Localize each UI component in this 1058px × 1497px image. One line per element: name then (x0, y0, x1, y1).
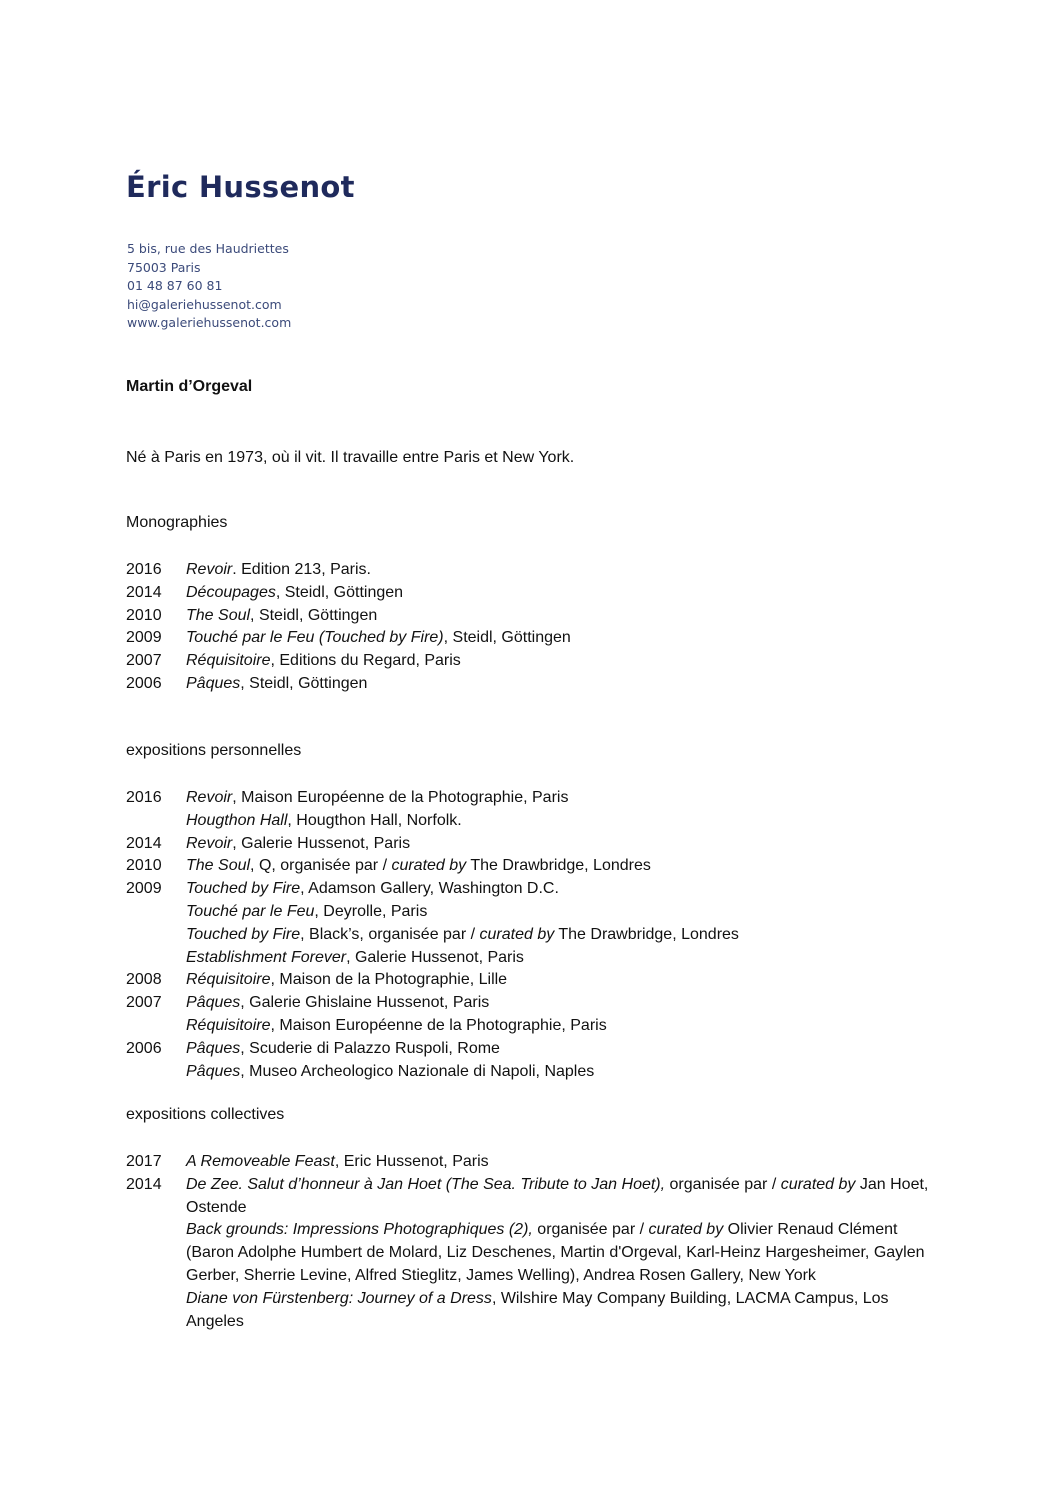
entry-details: , Steidl, Göttingen (275, 583, 404, 601)
entry-text (186, 810, 946, 833)
entry-year: 2007 (126, 994, 162, 1012)
entry-text (186, 627, 946, 650)
address-line: 5 bis, rue des Haudriettes (127, 241, 289, 256)
entry-text (186, 1174, 946, 1220)
entry-details: , Galerie Hussenot, Paris (232, 834, 411, 852)
entry-text (186, 605, 946, 628)
artist-name: Martin d’Orgeval (126, 378, 253, 395)
list-item (126, 1038, 946, 1061)
entry-curated-label: curated by (648, 1221, 724, 1239)
entry-text (186, 559, 946, 582)
entry-curated-label: curated by (780, 1175, 856, 1193)
entry-curated-label: curated by (479, 925, 555, 943)
entry-details: , Maison de la Photographie, Lille (270, 971, 508, 989)
entry-year (126, 924, 186, 947)
entry-details: , Eric Hussenot, Paris (334, 1153, 489, 1170)
gallery-logo: Éric Hussenot (126, 170, 355, 204)
entry-details: The Drawbridge, Londres (554, 925, 739, 943)
entry-details: , Editions du Regard, Paris (270, 652, 461, 670)
entry-year: 2008 (126, 971, 162, 989)
entry-title: Réquisitoire (186, 971, 271, 989)
entry-title: De Zee. Salut d’honneur à Jan Hoet (The Sea. Tribute to Jan Hoet), (186, 1175, 666, 1193)
list-item (126, 1061, 946, 1084)
entry-details: organisée par / (665, 1175, 781, 1193)
section-heading-personnelles: expositions personnelles (126, 742, 302, 759)
list-item (126, 901, 946, 924)
entry-text (186, 1288, 946, 1334)
entry-details: . Edition 213, Paris. (232, 561, 371, 578)
entry-text (186, 901, 946, 924)
entry-details: Olivier Renaud Clément (Baron Adolphe Humbert de Molard, Liz Deschenes, Martin d'Orgeval, Karl-Heinz Hargesheimer, Gaylen Gerber, Sherrie Levine, Alfred Stieglitz, James Welling), Andrea Rosen Gallery, New York (186, 1221, 925, 1284)
entry-year: 2014 (126, 834, 162, 852)
list-item (126, 924, 946, 947)
monographies-list (126, 559, 946, 696)
entry-year: 2017 (126, 1153, 162, 1170)
list-item (126, 559, 946, 582)
entry-details: , Scuderie di Palazzo Ruspoli, Rome (240, 1039, 500, 1057)
entry-title: Découpages (186, 583, 276, 601)
entry-details: , Q, organisée par / (250, 857, 392, 875)
entry-title: Touché par le Feu (186, 902, 315, 920)
list-item (126, 1174, 946, 1220)
entry-title: Diane von Fürstenberg: Journey of a Dress (186, 1289, 492, 1307)
list-item (126, 810, 946, 833)
entry-title: Pâques (186, 1062, 241, 1080)
gallery-address (127, 240, 291, 333)
entry-title: Revoir (186, 561, 233, 578)
entry-year (126, 1015, 186, 1038)
entry-text (186, 878, 946, 901)
entry-details: , Steidl, Göttingen (240, 674, 368, 692)
section-heading-collectives: expositions collectives (126, 1106, 285, 1123)
artist-bio: Né à Paris en 1973, où il vit. Il travaille entre Paris et New York. (126, 449, 575, 466)
list-item (126, 878, 946, 901)
entry-text (186, 833, 946, 856)
entry-year: 2010 (126, 857, 162, 875)
list-item (126, 650, 946, 673)
entry-title: Establishment Forever (186, 948, 347, 966)
entry-title: Pâques (186, 674, 241, 692)
entry-details: , Maison Européenne de la Photographie, Paris (270, 1016, 607, 1034)
entry-year (126, 1061, 186, 1084)
entry-year (126, 1219, 186, 1287)
entry-text (186, 582, 946, 605)
entry-text (186, 1151, 946, 1174)
entry-details: The Drawbridge, Londres (466, 857, 651, 875)
entry-title: Pâques (186, 994, 241, 1012)
entry-title: Revoir (186, 834, 233, 852)
entry-text (186, 650, 946, 673)
entry-title: Revoir (186, 789, 233, 806)
entry-year: 2016 (126, 561, 162, 578)
entry-year: 2014 (126, 583, 162, 601)
entry-year: 2007 (126, 652, 162, 670)
entry-text (186, 673, 946, 696)
entry-title: The Soul (186, 606, 251, 624)
website-url: www.galeriehussenot.com (127, 315, 292, 330)
list-item (126, 969, 946, 992)
list-item (126, 627, 946, 650)
list-item (126, 1288, 946, 1334)
entry-details: , Deyrolle, Paris (314, 902, 428, 920)
entry-details: , Black’s, organisée par / (300, 925, 480, 943)
entry-details: , Galerie Ghislaine Hussenot, Paris (240, 994, 490, 1012)
entry-year: 2014 (126, 1175, 162, 1193)
entry-title: Pâques (186, 1039, 241, 1057)
entry-curated-label: curated by (391, 857, 467, 875)
entry-text (186, 969, 946, 992)
entry-title: Hougthon Hall (186, 811, 288, 829)
entry-text (186, 1015, 946, 1038)
list-item (126, 787, 946, 810)
entry-year: 2006 (126, 1039, 162, 1057)
list-item (126, 1015, 946, 1038)
entry-year: 2009 (126, 629, 162, 647)
entry-year: 2010 (126, 606, 162, 624)
address-line: 75003 Paris (127, 259, 201, 275)
entry-text (186, 1219, 946, 1287)
list-item (126, 855, 946, 878)
entry-details: Jan Hoet, Ostende (186, 1175, 929, 1216)
entry-details: , Museo Archeologico Nazionale di Napoli, Naples (240, 1062, 595, 1080)
list-item (126, 947, 946, 970)
personnelles-list (126, 787, 946, 1083)
entry-year: 2016 (126, 789, 162, 806)
entry-text (186, 924, 946, 947)
entry-year: 2009 (126, 880, 162, 898)
entry-title: The Soul (186, 857, 251, 875)
section-heading-monographies: Monographies (126, 514, 228, 531)
list-item (126, 992, 946, 1015)
collectives-list (126, 1151, 946, 1333)
entry-year: 2006 (126, 674, 162, 692)
entry-details: organisée par / (532, 1221, 649, 1239)
list-item (126, 833, 946, 856)
entry-details: , Wilshire May Company Building, LACMA Campus, Los Angeles (186, 1289, 889, 1330)
entry-details: , Adamson Gallery, Washington D.C. (300, 880, 559, 898)
entry-text (186, 787, 946, 810)
entry-text (186, 1061, 946, 1084)
entry-details: , Steidl, Göttingen (250, 606, 378, 624)
entry-details: , Galerie Hussenot, Paris (346, 948, 524, 966)
entry-text (186, 947, 946, 970)
entry-year (126, 947, 186, 970)
entry-title: Touché par le Feu (Touched by Fire) (186, 629, 444, 647)
entry-text (186, 992, 946, 1015)
entry-year (126, 901, 186, 924)
list-item (126, 1151, 946, 1174)
entry-title: Touched by Fire (186, 925, 301, 943)
entry-title: Réquisitoire (186, 652, 271, 670)
entry-text (186, 855, 946, 878)
email-address: hi@galeriehussenot.com (127, 296, 282, 312)
phone-number: 01 48 87 60 81 (127, 278, 223, 293)
list-item (126, 673, 946, 696)
entry-title: Touched by Fire (186, 880, 301, 898)
list-item (126, 605, 946, 628)
entry-details: , Hougthon Hall, Norfolk. (287, 811, 462, 829)
entry-title: A Removeable Feast (186, 1153, 335, 1170)
list-item (126, 582, 946, 605)
entry-year (126, 810, 186, 833)
entry-details: , Maison Européenne de la Photographie, Paris (232, 789, 569, 806)
entry-title: Réquisitoire (186, 1016, 271, 1034)
entry-details: , Steidl, Göttingen (443, 629, 571, 647)
entry-year (126, 1288, 186, 1334)
list-item (126, 1219, 946, 1287)
entry-text (186, 1038, 946, 1061)
entry-title: Back grounds: Impressions Photographiques (2), (186, 1221, 533, 1239)
